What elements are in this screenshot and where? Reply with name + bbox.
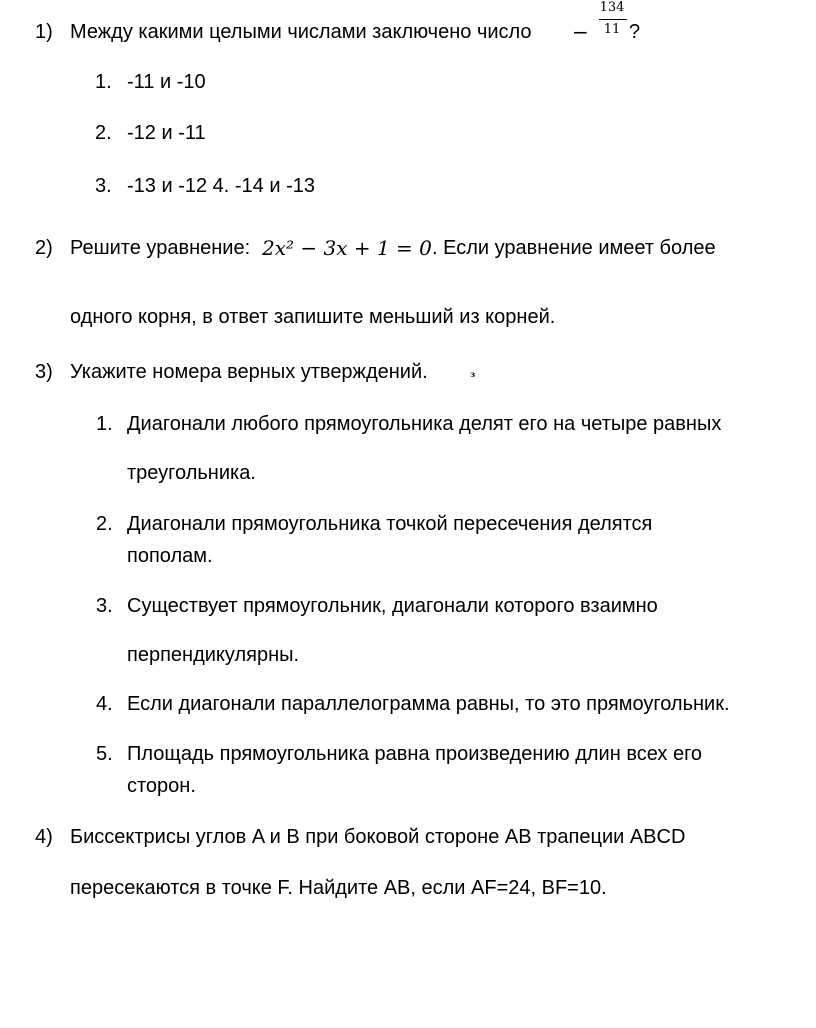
q3-item-2-number: 2.: [96, 513, 113, 535]
q2-number: 2): [35, 237, 53, 259]
q1-option-3-text: -13 и -12 4. -14 и -13: [127, 175, 315, 197]
q2-equation: 2x² − 3x + 1 = 0: [262, 236, 432, 260]
q3-item-1-line1: Диагонали любого прямоугольника делят его на четыре равных: [127, 413, 722, 435]
q3-item-5-number: 5.: [96, 743, 113, 765]
q3-item-2-line1: Диагонали прямоугольника точкой пересечения делятся: [127, 513, 653, 535]
q1-number: 1): [35, 21, 53, 43]
q3-item-4-line1: Если диагонали параллелограмма равны, то это прямоугольник.: [127, 693, 730, 715]
q3-item-5-line1: Площадь прямоугольника равна произведению длин всех его: [127, 743, 703, 765]
q3-number: 3): [35, 361, 53, 383]
q3-item-3-line1: Существует прямоугольник, диагонали которого взаимно: [127, 595, 658, 617]
q3-item-5-line2: сторон.: [127, 775, 196, 797]
q1-text: Между какими целыми числами заключено число: [70, 21, 532, 43]
q3-text: Укажите номера верных утверждений.: [70, 361, 428, 383]
q4-line1: Биссектрисы углов A и B при боковой стороне AB трапеции ABCD: [70, 826, 686, 848]
q2-suffix: . Если уравнение имеет более: [432, 237, 716, 259]
q3-item-1-number: 1.: [96, 413, 113, 435]
q3-item-1-line2: треугольника.: [127, 462, 256, 484]
q3-item-3-number: 3.: [96, 595, 113, 617]
q3-small-mark: з: [470, 369, 476, 379]
q4-line2: пересекаются в точке F. Найдите AB, если AF=24, BF=10.: [70, 877, 607, 899]
q3-item-3-line2: перпендикулярны.: [127, 644, 300, 666]
q1-option-1-number: 1.: [95, 71, 112, 93]
q1-fraction-denominator: 11: [603, 22, 621, 37]
q1-fraction-bar: [599, 19, 627, 20]
q1-option-2-number: 2.: [95, 122, 112, 144]
q1-option-1-text: -11 и -10: [127, 71, 206, 93]
q2-line2: одного корня, в ответ запишите меньший из корней.: [70, 306, 556, 328]
q3-item-2-line2: пополам.: [127, 545, 213, 567]
q3-item-4-number: 4.: [96, 693, 113, 715]
q1-question-mark: ?: [629, 21, 641, 43]
q1-option-3-number: 3.: [95, 175, 112, 197]
q1-option-2-text: -12 и -11: [127, 122, 206, 144]
q1-minus-sign: −: [572, 20, 589, 44]
q4-number: 4): [35, 826, 53, 848]
q1-fraction-numerator: 134: [599, 0, 625, 15]
q2-prefix: Решите уравнение:: [70, 237, 251, 259]
